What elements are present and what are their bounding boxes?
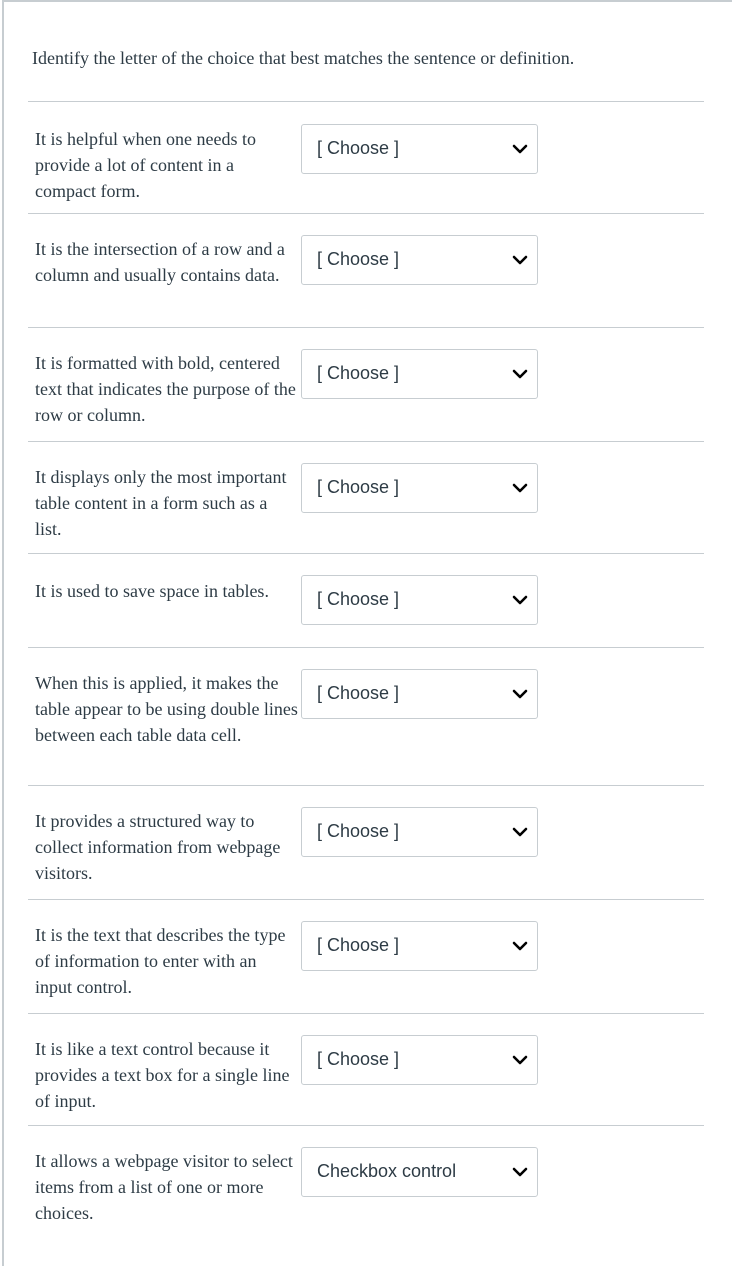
chevron-down-icon <box>511 1163 529 1181</box>
chevron-down-icon <box>511 591 529 609</box>
dropdown-selected-value: [ Choose ] <box>317 589 400 609</box>
question-text: It is helpful when one needs to provide a lot of content in a compact form. <box>35 129 256 201</box>
question-text: It is used to save space in tables. <box>35 581 269 601</box>
answer-dropdown[interactable] <box>301 669 538 719</box>
question-text: It is formatted with bold, centered text that indicates the purpose of the row or column. <box>35 353 296 425</box>
question-text: It provides a structured way to collect information from webpage visitors. <box>35 811 281 883</box>
matching-row <box>28 441 704 553</box>
answer-dropdown[interactable] <box>301 921 538 971</box>
chevron-down-icon <box>511 685 529 703</box>
matching-row <box>28 1013 704 1125</box>
answer-dropdown[interactable] <box>301 575 538 625</box>
matching-row <box>28 1125 704 1263</box>
question-text: When this is applied, it makes the table appear to be using double lines between each table data cell. <box>35 673 298 745</box>
answer-dropdown[interactable] <box>301 463 538 513</box>
matching-row <box>28 213 704 327</box>
dropdown-selected-value: Checkbox control <box>317 1161 457 1181</box>
matching-row <box>28 647 704 785</box>
matching-row <box>28 899 704 1013</box>
answer-dropdown[interactable] <box>301 1035 538 1085</box>
answer-dropdown[interactable] <box>301 807 538 857</box>
answer-dropdown[interactable] <box>301 124 538 174</box>
dropdown-selected-value: [ Choose ] <box>317 249 400 269</box>
chevron-down-icon <box>511 251 529 269</box>
chevron-down-icon <box>511 937 529 955</box>
answer-dropdown[interactable] <box>301 349 538 399</box>
answer-dropdown[interactable] <box>301 1147 538 1197</box>
dropdown-selected-value: [ Choose ] <box>317 363 400 383</box>
chevron-down-icon <box>511 823 529 841</box>
question-text: It allows a webpage visitor to select items from a list of one or more choices. <box>35 1151 293 1223</box>
matching-row <box>28 553 704 647</box>
answer-dropdown[interactable] <box>301 235 538 285</box>
matching-list <box>28 101 704 1263</box>
chevron-down-icon <box>511 1051 529 1069</box>
matching-row <box>28 101 704 213</box>
instructions-text: Identify the letter of the choice that best matches the sentence or definition. <box>32 48 575 68</box>
chevron-down-icon <box>511 479 529 497</box>
dropdown-selected-value: [ Choose ] <box>317 935 400 955</box>
matching-row <box>28 785 704 899</box>
question-text: It is like a text control because it provides a text box for a single line of input. <box>35 1039 290 1111</box>
matching-row <box>28 327 704 441</box>
question-text: It displays only the most important table content in a form such as a list. <box>35 467 287 539</box>
dropdown-selected-value: [ Choose ] <box>317 683 400 703</box>
question-text: It is the intersection of a row and a column and usually contains data. <box>35 239 285 285</box>
dropdown-selected-value: [ Choose ] <box>317 477 400 497</box>
dropdown-selected-value: [ Choose ] <box>317 821 400 841</box>
question-text: It is the text that describes the type of information to enter with an input control. <box>35 925 286 997</box>
dropdown-selected-value: [ Choose ] <box>317 138 400 158</box>
chevron-down-icon <box>511 365 529 383</box>
dropdown-selected-value: [ Choose ] <box>317 1049 400 1069</box>
chevron-down-icon <box>511 140 529 158</box>
